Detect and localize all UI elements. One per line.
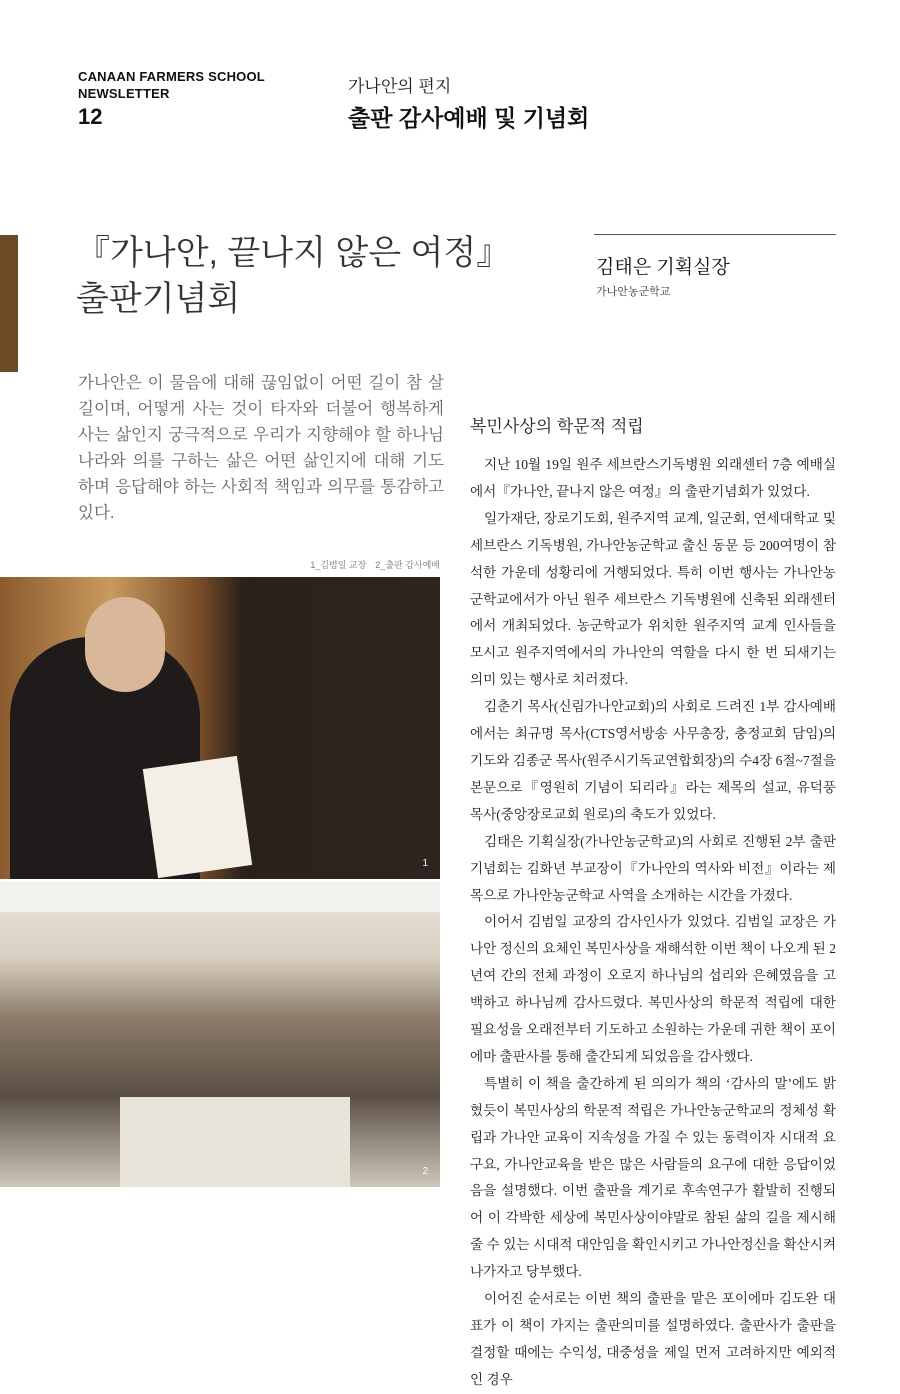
article-body xyxy=(470,452,836,1394)
page-number: 12 xyxy=(78,104,103,129)
body-paragraph: 특별히 이 책을 출간하게 된 의의가 책의 ‘감사의 말’에도 밝혔듯이 복민사상의 학문적 적립은 가나안농군학교의 정체성 확립과 가나안 교육이 지속성을 가질 수 있는 동력이자 시대적 요구요, 가나안교육을 받은 많은 사람들의 요구에 대한 응답이었음을 설명했다. 이번 출판을 계기로 후속연구가 활발히 진행되어 이 각박한 세상에 복민사상이야말로 참된 삶의 길을 제시해 줄 수 있는 시대적 대안임을 확인시키고 가나안정신을 확산시켜 나가자고 당부했다. xyxy=(470,1075,836,1280)
body-paragraph: 김태은 기획실장(가나안농군학교)의 사회로 진행된 2부 출판기념회는 김화년 부교장이『가나안의 역사와 비전』이라는 제목으로 가나안농군학교 사역을 소개하는 시간을 가졌다. xyxy=(470,833,836,903)
author-divider xyxy=(594,234,836,235)
speaker-head xyxy=(85,597,165,692)
body-paragraph: 일가재단, 장로기도회, 원주지역 교계, 일군회, 연세대학교 및 세브란스 기독병원, 가나안농군학교 출신 동문 등 200여명이 참석한 가운데 성황리에 거행되었다. 특히 이번 행사는 가나안농군학교에서가 아닌 원주 세브란스 기독병원에 신축된 외래센터에서 개최되었다. 농군학교가 위치한 원주지역 교계 인사들을 모시고 원주지역에서의 가나안의 역할을 다시 한 번 되새기는 의미 있는 행사로 치러졌다. xyxy=(470,510,836,688)
body-paragraph: 이어서 김범일 교장의 감사인사가 있었다. 김범일 교장은 가나안 정신의 요체인 복민사상을 재해석한 이번 책이 나오게 된 2년여 간의 전체 과정이 오로지 하나님의 섭리와 은혜였음을 고백하고 하나님께 감사드렸다. 복민사상의 학문적 적립에 대한 필요성을 오래전부터 기도하고 소원하는 가운데 귀한 책이 포이에마 출판사를 통해 출간되게 되었음을 감사했다. xyxy=(470,914,836,1064)
title-line-1: 『가나안, 끝나지 않은 여정』 xyxy=(76,234,511,272)
photo-caption: 1_김범일 교장 2_출판 감사예배 xyxy=(310,560,440,570)
ceiling-lights xyxy=(0,882,440,912)
section-subheading: 복민사상의 학문적 적립 xyxy=(470,417,644,436)
book-in-hand xyxy=(143,756,252,878)
title-line-2: 출판기념회 xyxy=(76,280,241,318)
lead-paragraph: 가나안은 이 물음에 대해 끊임없이 어떤 길이 참 살길이며, 어떻게 사는 것이 타자와 더불어 행복하게 사는 삶인지 궁극적으로 우리가 지향해야 할 하나님 나라와 의를 구하는 삶은 어떤 삶인지에 대해 기도하며 응답해야 하는 사회적 책임과 의무를 통감하고 있다. xyxy=(78,374,444,522)
body-paragraph: 이어진 순서로는 이번 책의 출판을 맡은 포이에마 김도완 대표가 이 책이 가지는 출판의미를 설명하였다. 출판사가 출판을 결정할 때에는 수익성, 대중성을 제일 먼저 고려하지만 예외적인 경우 xyxy=(470,1291,836,1387)
author-organization: 가나안농군학교 xyxy=(596,286,671,298)
section-label: 가나안의 편지 xyxy=(348,77,452,96)
newsletter-brand xyxy=(78,68,265,102)
photo-number: 1 xyxy=(422,858,428,869)
photo-audience xyxy=(0,882,440,1187)
table xyxy=(120,1097,350,1187)
author-name: 김태은 기획실장 xyxy=(596,257,730,278)
decorative-side-bar xyxy=(0,235,18,372)
brand-line-1: CANAAN FARMERS SCHOOL xyxy=(78,69,265,84)
brand-line-2: NEWSLETTER xyxy=(78,86,170,101)
photo-principal-speaking xyxy=(0,577,440,879)
body-paragraph: 김춘기 목사(신림가나안교회)의 사회로 드려진 1부 감사예배에서는 최규명 목사(CTS영서방송 사무총장, 충정교회 담임)의 기도와 김종군 목사(원주시기독교연합회장)의 수4장 6절~7절을 본문으로『영원히 기념이 되리라』라는 제목의 설교, 유덕풍 목사(중앙장로교회 원로)의 축도가 있었다. xyxy=(470,699,836,822)
body-paragraph: 지난 10월 19일 원주 세브란스기독병원 외래센터 7층 예배실에서『가나안, 끝나지 않은 여정』의 출판기념회가 있었다. xyxy=(470,457,836,499)
article-title xyxy=(76,230,510,322)
photo-number: 2 xyxy=(422,1166,428,1177)
page-headline: 출판 감사예배 및 기념회 xyxy=(348,105,590,131)
